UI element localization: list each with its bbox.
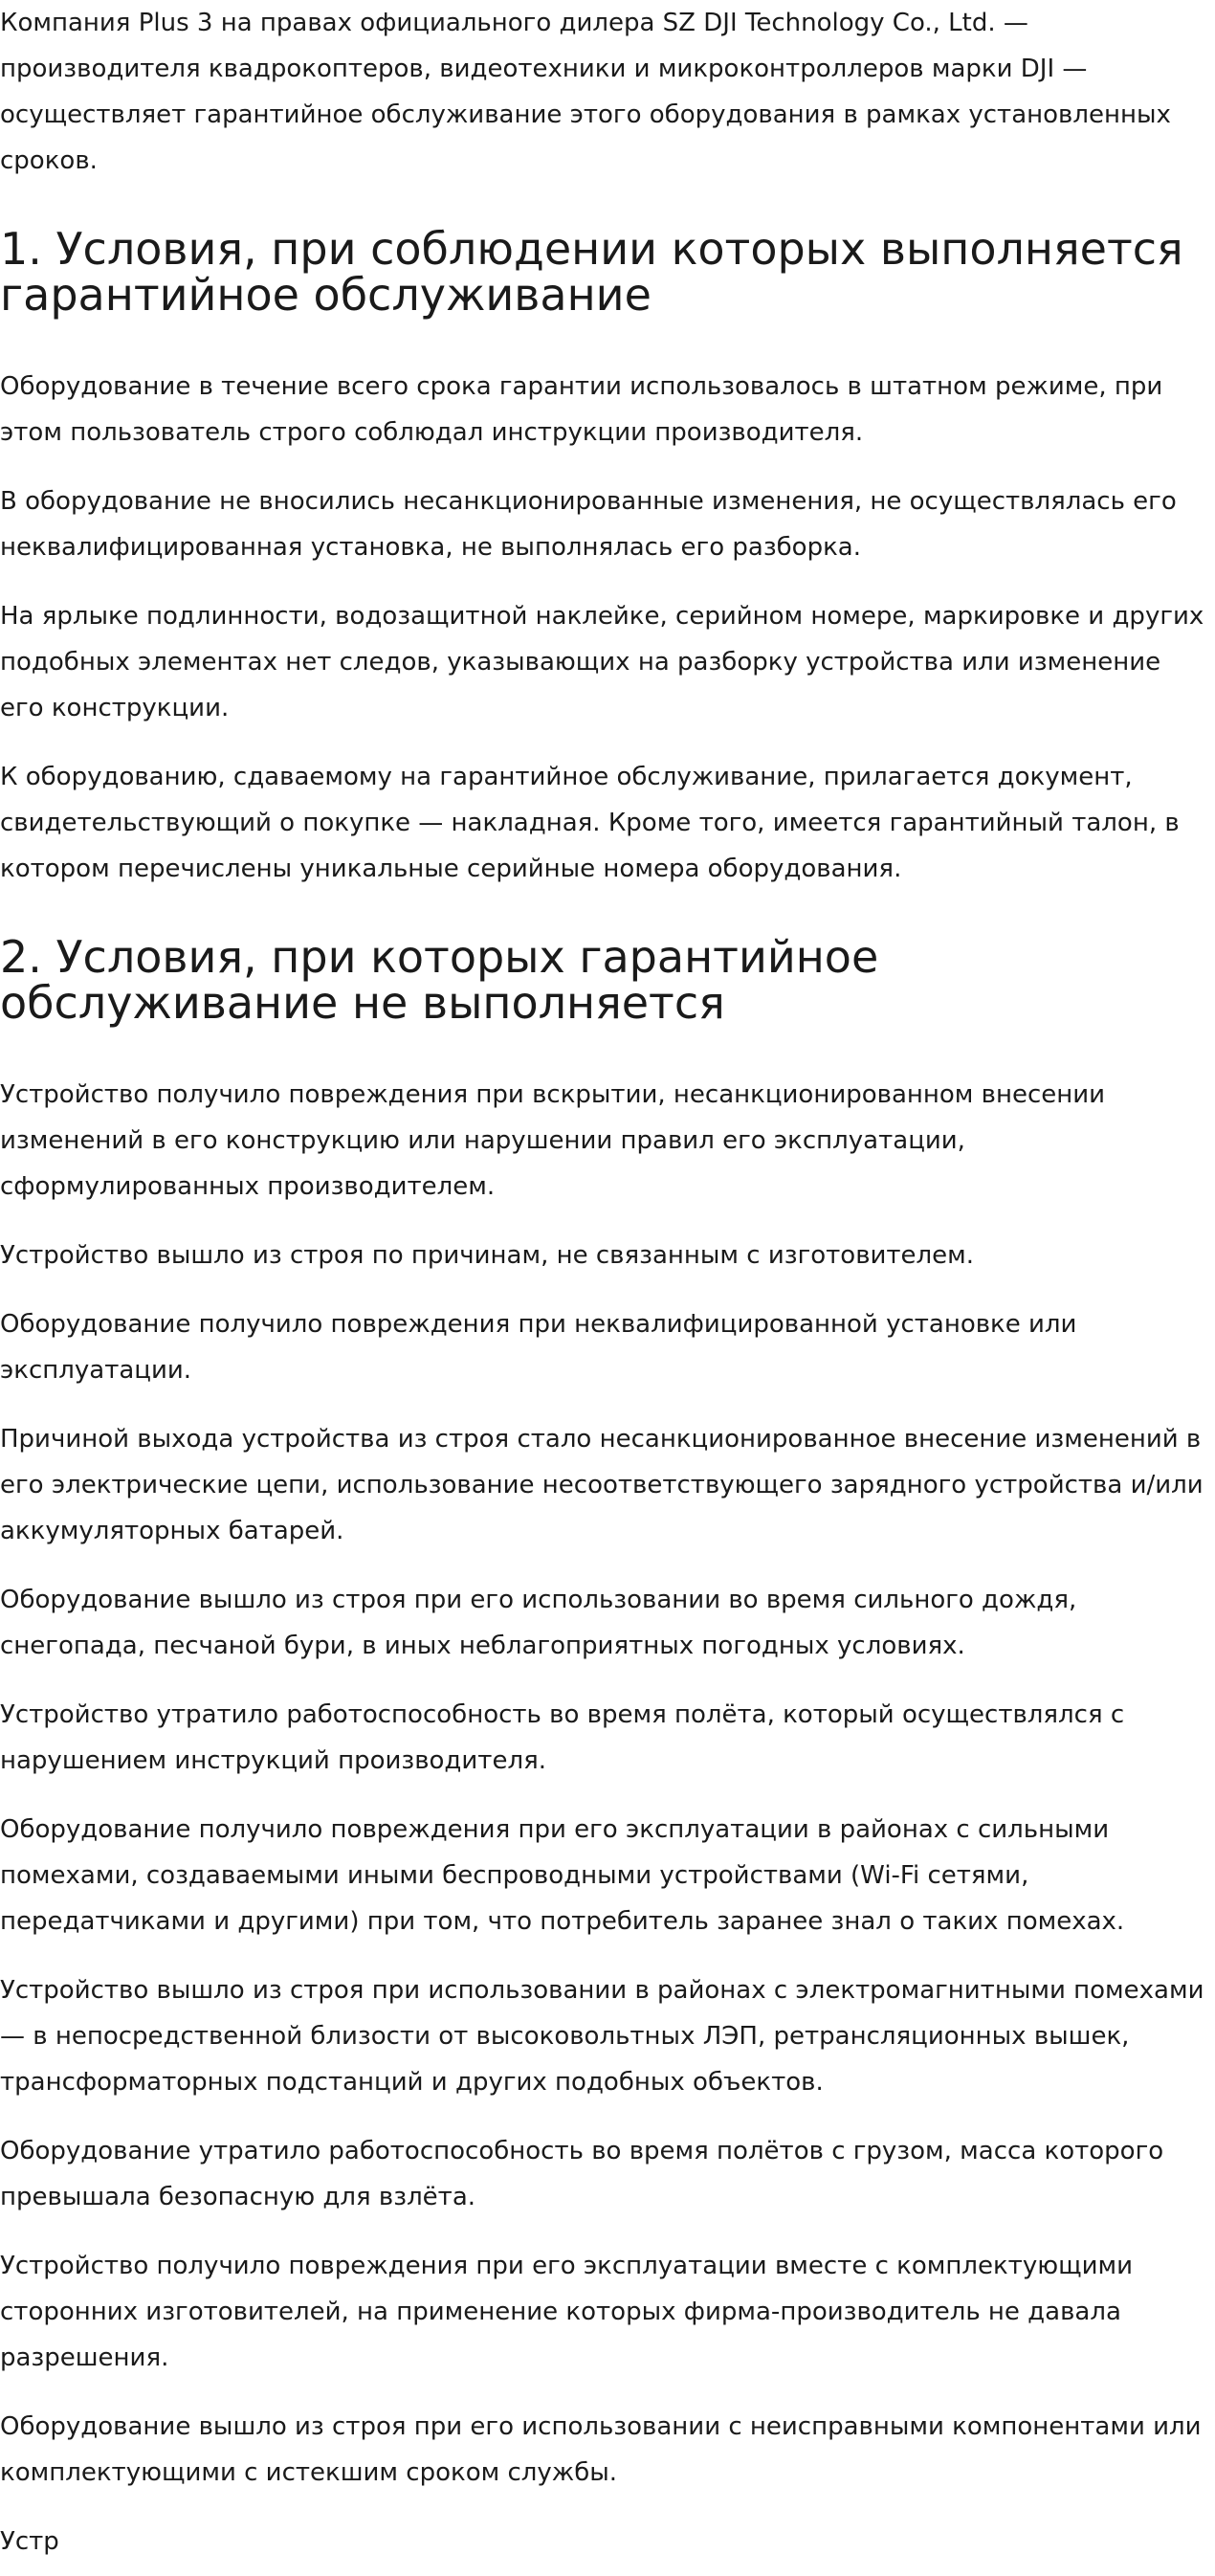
intro-paragraph: Компания Plus 3 на правах официального дилера SZ DJI Technology Co., Ltd. — производителя квадрокоптеров, видеотехники и микроконтроллеров марки DJI — осуществляет гарантийное обслуживание этого оборудования в рамках установленных сроков. — [0, 9, 1171, 175]
section-2-paragraph: Устройство утратило работоспособность во время полёта, который осуществлялся с нарушением инструкций производителя. — [0, 1700, 1125, 1775]
section-2-paragraph: Устройство получило повреждения при его эксплуатации вместе с комплектующими сторонних изготовителей, на применение которых фирма-производитель не давала разрешения. — [0, 2252, 1134, 2372]
section-2-paragraph: Оборудование получило повреждения при его эксплуатации в районах с сильными помехами, создаваемыми иными беспроводными устройствами (Wi-Fi сетями, передатчиками и другими) при том, что потребитель заранее знал о таких помехах. — [0, 1815, 1125, 1936]
section-2-paragraph: Устройство вышло из строя при использовании в районах с электромагнитными помехами — в непосредственной близости от высоковольтных ЛЭП, ретрансляционных вышек, трансформаторных подстанций и других подобных объектов. — [0, 1976, 1204, 2097]
section-2-paragraph: Причиной выхода устройства из строя стало несанкционированное внесение изменений в его электрические цепи, использование несоответствующего зарядного устройства и/или аккумуляторных батарей. — [0, 1425, 1204, 1545]
truncated-paragraph: Устр — [0, 2527, 59, 2556]
section-1-paragraph: На ярлыке подлинности, водозащитной наклейке, серийном номере, маркировке и других подобных элементах нет следов, указывающих на разборку устройства или изменение его конструкции. — [0, 602, 1204, 722]
section-2-paragraph: Оборудование вышло из строя при его использовании с неисправными компонентами или комплектующими с истекшим сроком службы. — [0, 2412, 1202, 2487]
section-2-paragraph: Устройство вышло из строя по причинам, не связанным с изготовителем. — [0, 1241, 975, 1270]
section-1-paragraph: К оборудованию, сдаваемому на гарантийное обслуживание, прилагается документ, свидетельствующий о покупке — накладная. Кроме того, имеется гарантийный талон, в котором перечислены уникальные серийные номера оборудования. — [0, 763, 1180, 883]
section-1-paragraph: В оборудование не вносились несанкционированные изменения, не осуществлялась его неквалифицированная установка, не выполнялась его разборка. — [0, 487, 1177, 562]
section-1-paragraph: Оборудование в течение всего срока гарантии использовалось в штатном режиме, при этом пользователь строго соблюдал инструкции производителя. — [0, 372, 1163, 447]
section-2-paragraph: Оборудование получило повреждения при неквалифицированной установке или эксплуатации. — [0, 1310, 1077, 1385]
section-2-paragraph: Устройство получило повреждения при вскрытии, несанкционированном внесении изменений в его конструкцию или нарушении правил его эксплуатации, сформулированных производителем. — [0, 1080, 1106, 1201]
section-1-heading: 1. Условия, при соблюдении которых выполняется гарантийное обслуживание — [0, 223, 1183, 321]
section-2-paragraph: Оборудование утратило работоспособность во время полётов с грузом, масса которого превышала безопасную для взлёта. — [0, 2137, 1164, 2211]
section-2-paragraph: Оборудование вышло из строя при его использовании во время сильного дождя, снегопада, песчаной бури, в иных неблагоприятных погодных условиях. — [0, 1586, 1077, 1660]
section-2-heading: 2. Условия, при которых гарантийное обслуживание не выполняется — [0, 931, 879, 1029]
